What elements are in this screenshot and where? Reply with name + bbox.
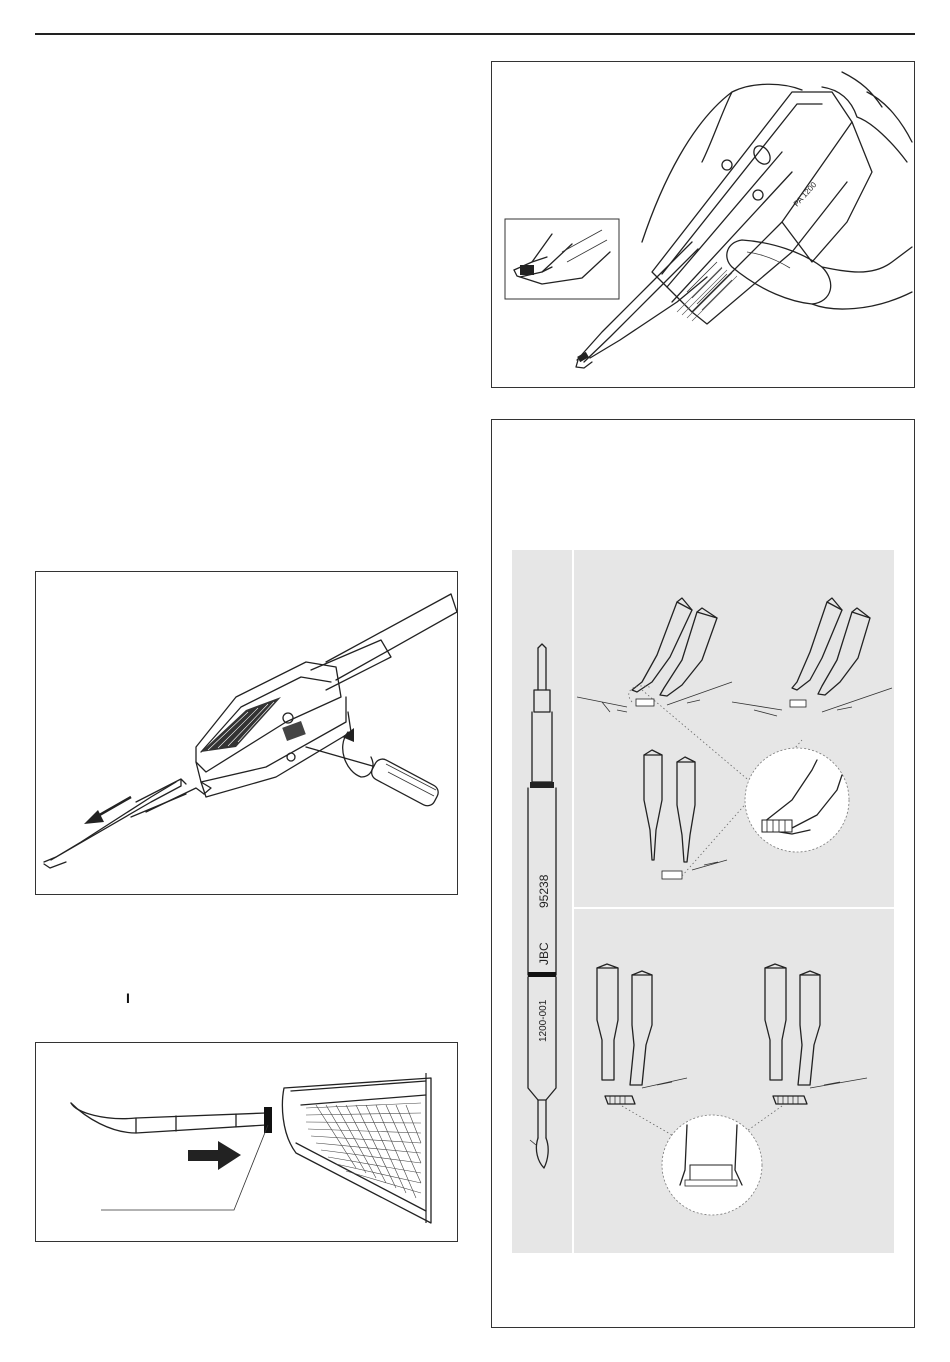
- handpiece-end: [282, 1073, 431, 1223]
- removed-tips: [44, 779, 211, 868]
- handpiece-body: [652, 92, 872, 324]
- cartridge-number: 95238: [537, 874, 551, 908]
- figure-hand-holding-tweezers: [491, 61, 915, 388]
- detail-circle-lower: [662, 1115, 762, 1215]
- blade-tips-right: [737, 964, 867, 1138]
- tip-insertion-illustration: [36, 1043, 457, 1241]
- cartridge-model: 1200-001: [538, 999, 549, 1042]
- blade-tips-left: [597, 964, 687, 1138]
- tip-chart-illustration: [492, 420, 914, 1327]
- rotation-arrow-icon: [342, 728, 373, 777]
- screwdriver-icon: [306, 747, 441, 809]
- tip-shaft: [71, 1103, 272, 1133]
- cartridge-brand: JBC: [537, 942, 551, 965]
- cartridge-illustration: [528, 644, 556, 1168]
- pull-arrow-icon: [84, 797, 131, 824]
- detail-circle-upper: [745, 748, 849, 852]
- angled-tips-right: [732, 598, 892, 716]
- position-marker: I: [126, 990, 130, 1006]
- hand-outline: [642, 72, 912, 309]
- figure-tip-removal: [35, 571, 458, 895]
- hand-tweezers-illustration: [492, 62, 914, 387]
- header-rule: [35, 33, 915, 35]
- push-arrow-icon: [188, 1141, 241, 1170]
- angled-tips-left: [577, 598, 732, 712]
- figure-tip-selection: [491, 419, 915, 1328]
- tip-removal-illustration: [36, 572, 457, 894]
- handpiece-label: PA 1200: [791, 180, 819, 209]
- cable: [311, 594, 457, 690]
- leader-line: [101, 1125, 268, 1210]
- figure-tip-insertion: [35, 1042, 458, 1242]
- handpiece-body: [196, 662, 351, 797]
